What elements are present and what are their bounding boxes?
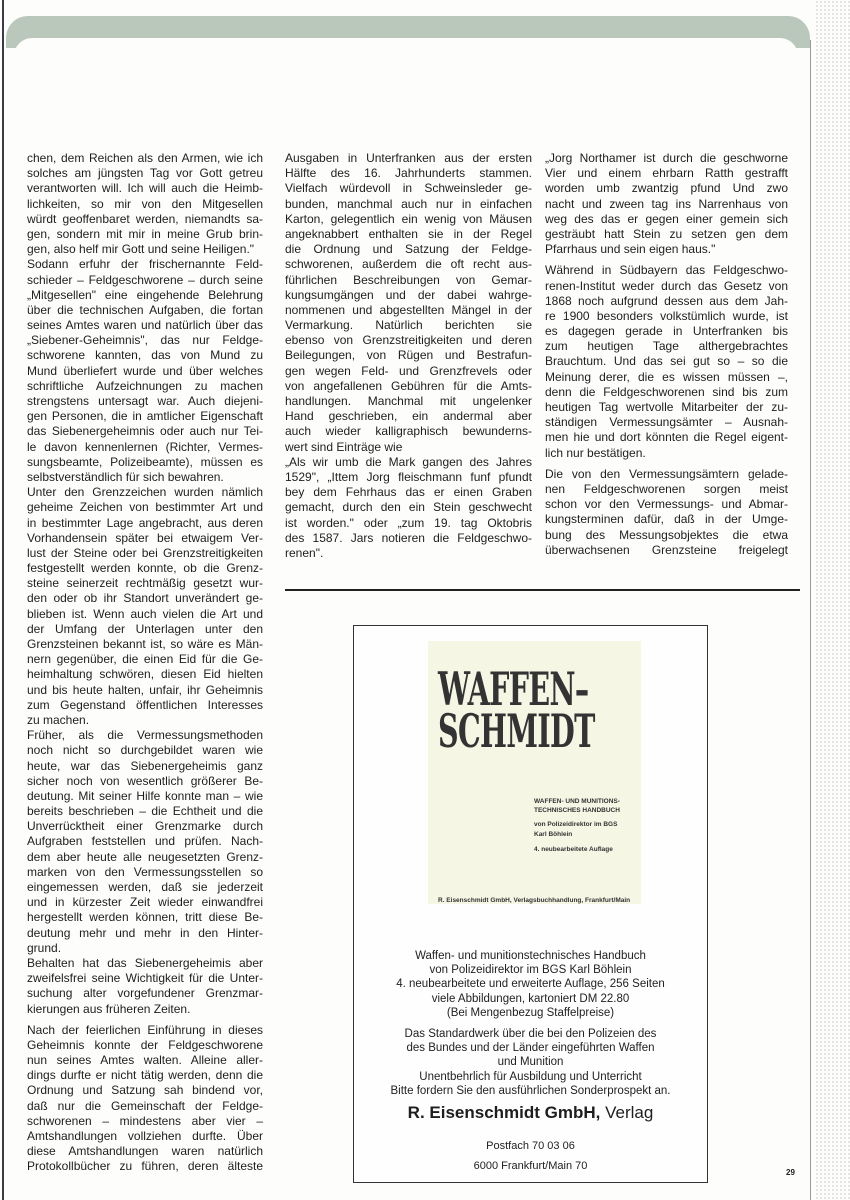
text-line: nen Feldgeschworenen sorgen meist: [545, 481, 788, 496]
text-line: chen, dem Reichen als den Armen, wie ich: [27, 151, 263, 165]
text-line: lust der Steine oder bei Grenzstreitigkeiten: [27, 545, 263, 560]
text-block: [285, 151, 532, 561]
ad-request: Bitte fordern Sie den ausführlichen Sonderprospekt an.: [390, 1085, 671, 1097]
text-line: heutigen Tag wertvolle Mitarbeiter der zu-: [545, 400, 788, 414]
text-line: lichkeiten, so mir von den Mitgesellen: [27, 196, 263, 211]
text-line: Pfarrhaus und sein eigen haus.": [545, 242, 716, 257]
text-line: und in kürzester Zeit wieder einwandfrei: [27, 895, 263, 910]
text-line: festgestellt werden konnte, ob die Grenz-: [27, 561, 263, 576]
cover-subtitle-1: WAFFEN- UND MUNITIONS-: [534, 798, 620, 805]
ad-description-line: (Bei Mengenbezug Staffelpreise): [446, 1006, 615, 1019]
text-line: nacht und zween tag ins Narrenhaus von: [545, 196, 788, 211]
text-line: dings durfte er nicht tätig werden, denn die: [27, 1068, 263, 1083]
text-line: Vermarkung. Natürlich berichten sie: [285, 318, 532, 333]
cover-author-1: von Polizeidirektor im BGS: [534, 821, 618, 828]
text-line: selbstverständlich für sich bewahren.: [27, 469, 224, 484]
text-block: [545, 151, 788, 257]
paragraph: [27, 257, 263, 485]
text-line: und bis heute halten, unfair, ihr Geheimnis: [27, 682, 263, 697]
text-line: Früher, als die Vermessungsmethoden: [27, 728, 263, 743]
text-line: bey dem Fehrhaus das er einen Graben: [285, 485, 532, 500]
text-line: sicher noch von wesentlich größerer Be-: [27, 773, 263, 788]
ad-publisher-suffix: Verlag: [605, 1103, 654, 1122]
text-line: solches am jüngsten Tag vor Gott getreu: [27, 166, 263, 181]
text-line: bung des Messungsobjektes die etwa: [545, 527, 788, 542]
text-line: Unter den Grenzzeichen wurden nämlich: [27, 485, 263, 500]
ad-address-line-2: 6000 Frankfurt/Main 70: [473, 1160, 588, 1172]
paragraph: [545, 467, 788, 558]
text-line: noch nicht so durchgebildet waren wie: [27, 743, 263, 758]
text-line: kungsumgängen und der dabei wahrge-: [285, 287, 532, 302]
text-line: Amtshandlungen vollziehen durfte. Über: [27, 1129, 263, 1143]
text-line: führlichen Beschreibungen von Gemar-: [285, 272, 532, 287]
text-line: schieder – Feldgeschworene – durch seine: [27, 272, 263, 287]
text-block: [545, 263, 788, 460]
section-divider: [285, 589, 800, 591]
text-line: Vorhandensein später bei etwaigem Ver-: [27, 530, 263, 545]
text-line: kungsterminen dafür, daß in der Umge-: [545, 512, 788, 527]
text-line: suchung alter vorgefundener Grenzmar-: [27, 986, 263, 1001]
text-line: gen wegen Feld- und Grenzfrevels oder: [285, 363, 532, 378]
paragraph: [27, 151, 263, 257]
text-line: ist worden." oder „zum 19. tag Oktobris: [285, 515, 532, 530]
text-line: bunden, manchmal auch nur in einfachen: [285, 196, 532, 211]
text-line: auch wieder kalligraphisch bewunderns-: [285, 424, 532, 439]
cover-subtitle-2: TECHNISCHES HANDBUCH: [534, 807, 620, 814]
text-block: [545, 467, 788, 558]
text-line: Behalten hat das Siebenergeheimis aber: [27, 955, 263, 970]
text-line: Nach der feierlichen Einführung in dieses: [27, 1022, 263, 1037]
text-line: von angefallenen Gebühren für die Amts-: [285, 378, 532, 393]
paragraph: [545, 151, 788, 257]
text-line: gesträubt hatt Stein zu setzen gen dem: [545, 226, 788, 241]
text-line: würdt geoffenbaret werden, niemandts sa-: [27, 211, 263, 226]
text-line: die Ordnung und Satzung der Feldge-: [285, 242, 532, 257]
text-line: das Siebenergeheimnis oder auch nur Tei-: [27, 424, 263, 439]
paragraph: [285, 151, 532, 455]
text-line: marken von den Vermessungsstellen so: [27, 864, 263, 879]
text-line: Brauchtum. Und das sei gut so – so die: [545, 354, 788, 369]
text-line: „Als wir umb die Mark gangen des Jahres: [285, 454, 532, 469]
text-line: worden umb zwantzig pfund Und zwo: [545, 181, 788, 196]
ad-pitch-line: des Bundes und der Länder eingeführten Waffen: [406, 1042, 655, 1055]
text-line: ständigen Vermessungsämter – Ausnah-: [545, 415, 788, 430]
text-line: weg des das er gegen einer gemein sich: [545, 211, 788, 226]
text-line: kierungen aus früheren Zeiten.: [27, 1001, 191, 1016]
text-line: gen Personen, die in amtlicher Eigenschaft: [27, 409, 263, 424]
ad-publisher: [354, 1103, 707, 1123]
page-number: 29: [786, 1168, 795, 1177]
cover-title-line-1: WAFFEN–: [438, 662, 589, 716]
text-line: gen, sondern mit mir in meine Grub brin-: [27, 226, 263, 241]
text-line: in bestimmter Lage angebracht, aus deren: [27, 515, 263, 530]
text-line: der Umfang der Unterlagen unter den: [27, 621, 263, 636]
text-line: le davon kennenlernen (Richter, Vermes-: [27, 439, 263, 454]
text-line: des 1587. Jars notieren die Feldgeschwo-: [285, 530, 532, 545]
ad-description-line: 4. neubearbeitete und erweiterte Auflage, 256 Seiten: [396, 978, 665, 991]
paragraph: [27, 956, 263, 1017]
text-line: angeknabbert enthalten sie in der Regel: [285, 226, 532, 241]
text-line: deutung. Mit seiner Hilfe konnte man – wie: [27, 788, 263, 803]
text-line: den oder ob ihr Standort unverändert ge-: [27, 591, 263, 606]
paragraph: [285, 455, 532, 561]
cover-author-2: Karl Böhlein: [534, 831, 573, 838]
text-line: Mund überliefert wurde und über welches: [27, 363, 263, 378]
text-line: seines Amtes waren und natürlich über das: [27, 318, 263, 333]
text-line: 1868 noch aufgrund dessen aus dem Jah-: [545, 293, 788, 308]
text-line: Sodann erfuhr der frischernannte Feld-: [27, 257, 263, 272]
ad-pitch-line: Das Standardwerk über die bei den Polizeien des: [404, 1028, 657, 1040]
header-banner-inner: [14, 38, 798, 58]
text-line: sungsbeamte, Polizeibeamte), müssen es: [27, 454, 263, 469]
book-advertisement: [353, 625, 708, 1183]
text-line: ebenso von Grenzstreitigkeiten und deren: [285, 333, 532, 348]
text-line: gen, also helf mir Gott und seine Heiligen.": [27, 242, 255, 257]
text-line: handlungen. Manchmal mit ungelenker: [285, 394, 532, 408]
text-line: gemacht, durch den ein Stein geschwecht: [285, 500, 532, 515]
text-line: lich nur bestätigen.: [545, 445, 646, 460]
text-line: zum Gegenstand öffentlichen Interesses: [27, 697, 263, 712]
text-line: daß nur die Gemeinschaft der Feldge-: [27, 1098, 263, 1113]
book-cover-image: [428, 641, 641, 904]
ad-address-line-1: Postfach 70 03 06: [486, 1140, 575, 1152]
text-line: re 1900 besonders volkstümlich wurde, ist: [545, 308, 788, 323]
scan-texture: [815, 0, 850, 1200]
ad-description-line: viele Abbildungen, kartoniert DM 22.80: [431, 992, 630, 1005]
paragraph: [27, 485, 263, 728]
page-edge-right: [810, 40, 811, 1200]
text-line: Protokollbücher zu führen, deren älteste: [27, 1159, 263, 1174]
text-line: renen".: [285, 545, 324, 560]
text-line: schon vor den Vermessungs- und Abmar-: [545, 497, 788, 512]
article-column-3: [545, 151, 788, 558]
text-line: wert sind Einträge wie: [285, 439, 403, 454]
text-line: „Mitgesellen" eine eingehende Belehrung: [27, 287, 263, 302]
text-line: Hälfte des 16. Jahrhunderts stammen.: [285, 166, 532, 181]
text-line: nommenen und abgestellten Mängel in der: [285, 302, 532, 317]
text-line: Während in Südbayern das Feldgeschwo-: [545, 263, 788, 278]
text-line: eingemessen werden, daß sie jederzeit: [27, 880, 263, 894]
page-edge-left: [2, 0, 4, 1200]
text-line: Vier und einem ehrbarn Ratth gestrafft: [545, 166, 788, 181]
text-line: Unverrücktheit einer Grenzmarke durch: [27, 819, 263, 834]
text-line: grund.: [27, 940, 62, 955]
text-line: bereits beschrieben – die Echtheit und die: [27, 804, 263, 819]
text-line: men hie und dort könnten die Regel eigent-: [545, 430, 788, 445]
text-line: renen-Institut weder durch das Gesetz von: [545, 278, 788, 293]
cover-title-line-2: SCHMIDT: [438, 704, 595, 758]
ad-pitch: [354, 1027, 707, 1084]
text-line: denn die Feldgeschworenen sind bis zum: [545, 384, 788, 399]
ad-description-line: Waffen- und munitionstechnisches Handbuch: [415, 950, 646, 962]
text-line: dem aber heute alle neugesetzten Grenz-: [27, 849, 263, 864]
text-line: steine seinerzeit rechtmäßig gesetzt wur-: [27, 576, 263, 591]
text-line: heute, war das Siebenergeheimis ganz: [27, 758, 263, 773]
text-line: Beilegungen, von Rügen und Bestrafun-: [285, 348, 532, 363]
ad-publisher-name: R. Eisenschmidt GmbH,: [407, 1103, 601, 1122]
text-line: schriftliche Aufzeichnungen zu machen: [27, 378, 263, 393]
text-line: deutung mehr und mehr in den Hinter-: [27, 925, 263, 940]
text-line: „Jorg Northamer ist durch die geschworne: [545, 151, 788, 165]
text-line: diese Amtshandlungen waren natürlich: [27, 1144, 263, 1159]
text-line: hergestellt werden können, tritt diese Be-: [27, 910, 263, 925]
text-line: „Siebener-Geheimnis", das nur Feldge-: [27, 333, 263, 348]
text-line: schworenen, außerdem die oft recht aus-: [285, 257, 532, 272]
text-line: blieben ist. Wenn auch vielen die Art und: [27, 606, 263, 621]
text-block: [27, 151, 263, 1017]
ad-address: [354, 1136, 707, 1176]
text-line: Grenzsteinen bekannt ist, so wäre es Män-: [27, 637, 263, 651]
text-line: Hand geschrieben, ein andermal aber: [285, 409, 532, 424]
text-line: schworenen – mindestens aber vier –: [27, 1113, 263, 1128]
cover-edition: 4. neubearbeitete Auflage: [534, 846, 613, 853]
text-line: überwachsenen Grenzsteine freigelegt: [545, 542, 788, 557]
cover-publisher: R. Eisenschmidt GmbH, Verlagsbuchhandlung, Frankfurt/Main: [438, 897, 631, 904]
paragraph: [27, 1023, 263, 1175]
text-line: Vielfach würdevoll in Schweinsleder ge-: [285, 181, 532, 196]
text-line: Aufgraben feststellen und prüfen. Nach-: [27, 834, 263, 849]
text-line: geheime Zeichen von bestimmter Art und: [27, 500, 263, 515]
text-line: Meinung derer, die es wissen müssen –,: [545, 369, 788, 384]
text-line: zweifelsfrei seine Wichtigkeit für die Unter-: [27, 971, 263, 986]
paragraph: [545, 263, 788, 460]
text-line: Ordnung und Satzung sah bindend vor,: [27, 1083, 263, 1098]
text-block: [27, 1023, 263, 1175]
ad-description: [354, 949, 707, 1020]
text-line: Die von den Vermessungsämtern gelade-: [545, 466, 788, 481]
text-line: verantworten will. Ich will auch die Heimb-: [27, 181, 263, 196]
paragraph: [27, 728, 263, 956]
text-line: strengstens untersagt war. Auch diejeni-: [27, 394, 263, 408]
article-column-1: [27, 151, 263, 1175]
text-line: zum heutigen Tage althergebrachtes: [545, 339, 788, 354]
text-line: 1529", „Ittem Jorg fleischmann funf pfundt: [285, 469, 532, 484]
text-line: Geheimnis konnte der Feldgeschworene: [27, 1037, 263, 1052]
text-line: nern gegenüber, die einen Eid für die Ge-: [27, 652, 263, 667]
text-line: nun seines Amtes walten. Alleine aller-: [27, 1053, 263, 1068]
ad-pitch-line: und Munition: [497, 1056, 564, 1069]
text-line: schworene kannten, das von Mund zu: [27, 348, 263, 363]
ad-pitch-line: Unentbehrlich für Ausbildung und Unterricht: [419, 1070, 642, 1083]
article-column-2: [285, 151, 532, 561]
text-line: Ausgaben in Unterfranken aus der ersten: [285, 151, 532, 165]
text-line: über die technischen Aufgaben, die fortan: [27, 302, 263, 317]
text-line: Karton, gelegentlich ein wenig von Mäusen: [285, 211, 532, 226]
text-line: es dagegen gerade in Unterfranken bis: [545, 324, 788, 339]
ad-description-line: von Polizeidirektor im BGS Karl Böhlein: [429, 964, 632, 977]
text-line: zu machen.: [27, 712, 90, 727]
text-line: heimhaltung schwören, diesen Eid hielten: [27, 667, 263, 682]
